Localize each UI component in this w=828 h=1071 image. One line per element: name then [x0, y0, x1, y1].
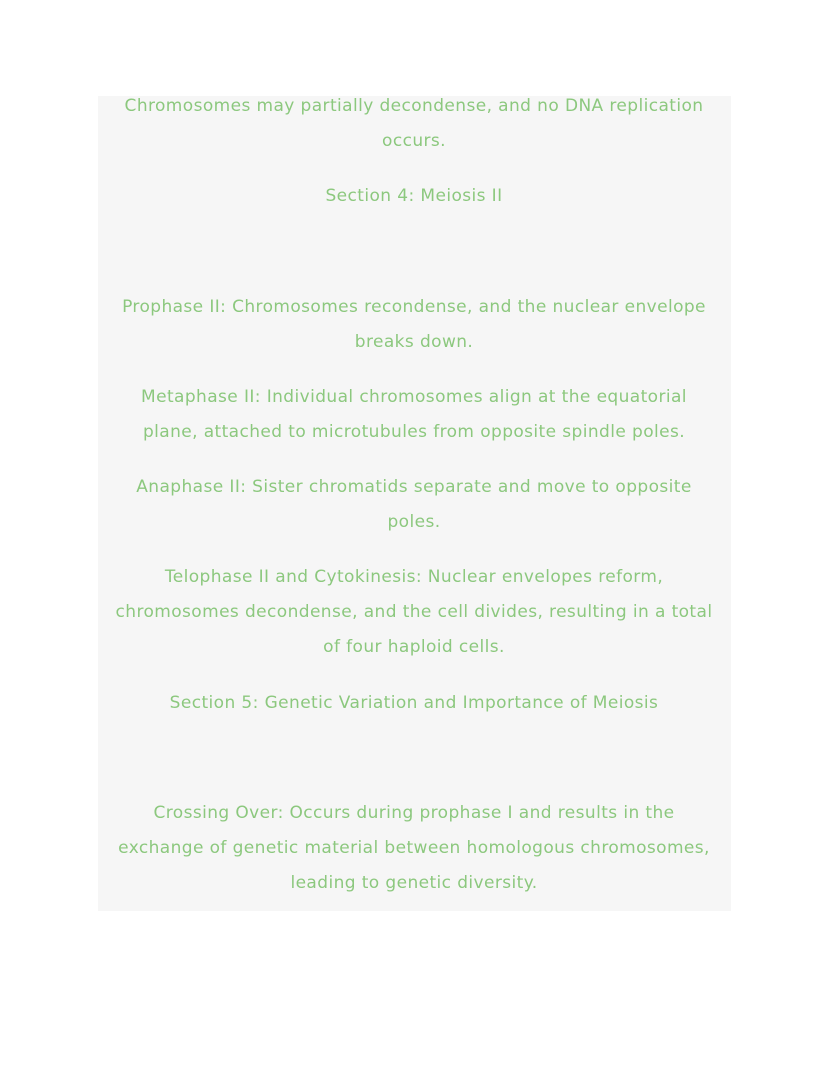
telophase-ii-line-2: chromosomes decondense, and the cell divides, resulting in a total [115, 602, 713, 622]
metaphase-ii-line-1: Metaphase II: Individual chromosomes align at the equatorial [141, 387, 687, 407]
crossing-over-line-1: Crossing Over: Occurs during prophase I and results in the [153, 803, 675, 823]
paragraph-meiosis-i-end-line-2: occurs. [382, 131, 446, 151]
metaphase-ii-line-2: plane, attached to microtubules from opposite spindle poles. [142, 422, 686, 442]
crossing-over-line-3: leading to genetic diversity. [290, 873, 538, 893]
anaphase-ii-line-2: poles. [387, 512, 441, 532]
prophase-ii-line-1: Prophase II: Chromosomes recondense, and the nuclear envelope [122, 297, 706, 317]
telophase-ii-line-1: Telophase II and Cytokinesis: Nuclear envelopes reform, [164, 567, 664, 587]
anaphase-ii-line-1: Anaphase II: Sister chromatids separate and move to opposite [136, 477, 692, 497]
paragraph-meiosis-i-end-line-1: Chromosomes may partially decondense, and no DNA replication [124, 96, 704, 116]
section-5-heading: Section 5: Genetic Variation and Importance of Meiosis [169, 693, 659, 713]
section-4-heading: Section 4: Meiosis II [325, 186, 503, 206]
crossing-over-line-2: exchange of genetic material between homologous chromosomes, [118, 838, 710, 858]
prophase-ii-line-2: breaks down. [354, 332, 474, 352]
telophase-ii-line-3: of four haploid cells. [323, 637, 505, 657]
